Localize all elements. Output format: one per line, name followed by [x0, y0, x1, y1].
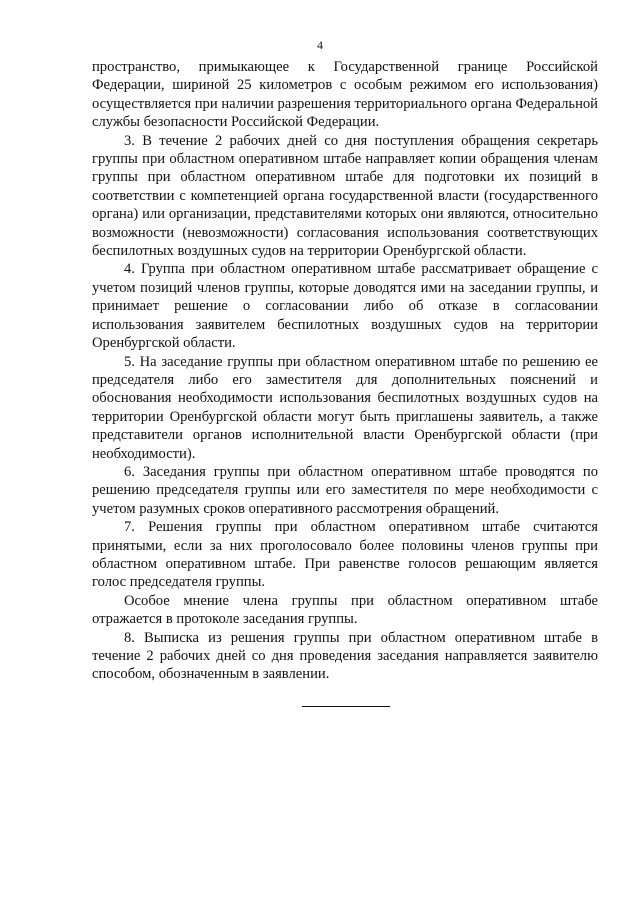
paragraph-dissenting-opinion: Особое мнение члена группы при областном оперативном штабе отражается в протоколе заседания группы.: [92, 592, 598, 628]
paragraph-item-4: 4. Группа при областном оперативном штабе рассматривает обращение с учетом позиций членов группы, которые доводятся ими на заседании группы, и принимает решение о согласовании либо об отказе в согласовании использования заявителем беспилотных воздушных судов на территории Оренбургской области.: [92, 261, 598, 352]
paragraph-item-6: 6. Заседания группы при областном оперативном штабе проводятся по решению председателя группы или его заместителя по мере необходимости с учетом разумных сроков оперативного рассмотрения обращений.: [92, 463, 598, 517]
paragraph-item-8: 8. Выписка из решения группы при областном оперативном штабе в течение 2 рабочих дней со дня проведения заседания направляется заявителю способом, обозначенным в заявлении.: [92, 629, 598, 683]
paragraph-item-3: 3. В течение 2 рабочих дней со дня поступления обращения секретарь группы при областном оперативном штабе направляет копии обращения членам группы при областном оперативном штабе для подготовки их позиций в соответствии с компетенцией органа государственной власти (государственного органа) или организации, представителями которых они являются, относительно возможности (невозможности) согласования использования соответствующих беспилотных воздушных судов на территории Оренбургской области.: [92, 132, 598, 260]
end-divider-line: [302, 706, 390, 707]
document-body: [92, 58, 598, 684]
paragraph-item-7: 7. Решения группы при областном оперативном штабе считаются принятыми, если за них проголосовало более половины членов группы при областном оперативном штабе. При равенстве голосов решающим является голос председателя группы.: [92, 519, 598, 591]
paragraph-continuation: пространство, примыкающее к Государственной границе Российской Федерации, шириной 25 километров с особым режимом его использования) осуществляется при наличии разрешения территориального органа Федеральной службы безопасности Российской Федерации.: [92, 59, 598, 131]
page-number: 4: [317, 38, 323, 52]
paragraph-item-5: 5. На заседание группы при областном оперативном штабе по решению ее председателя либо его заместителя для дополнительных пояснений и обоснования необходимости использования беспилотных воздушных судов на территории Оренбургской области могут быть приглашены заявитель, а также представители органов исполнительной власти Оренбургской области (при необходимости).: [92, 353, 598, 462]
